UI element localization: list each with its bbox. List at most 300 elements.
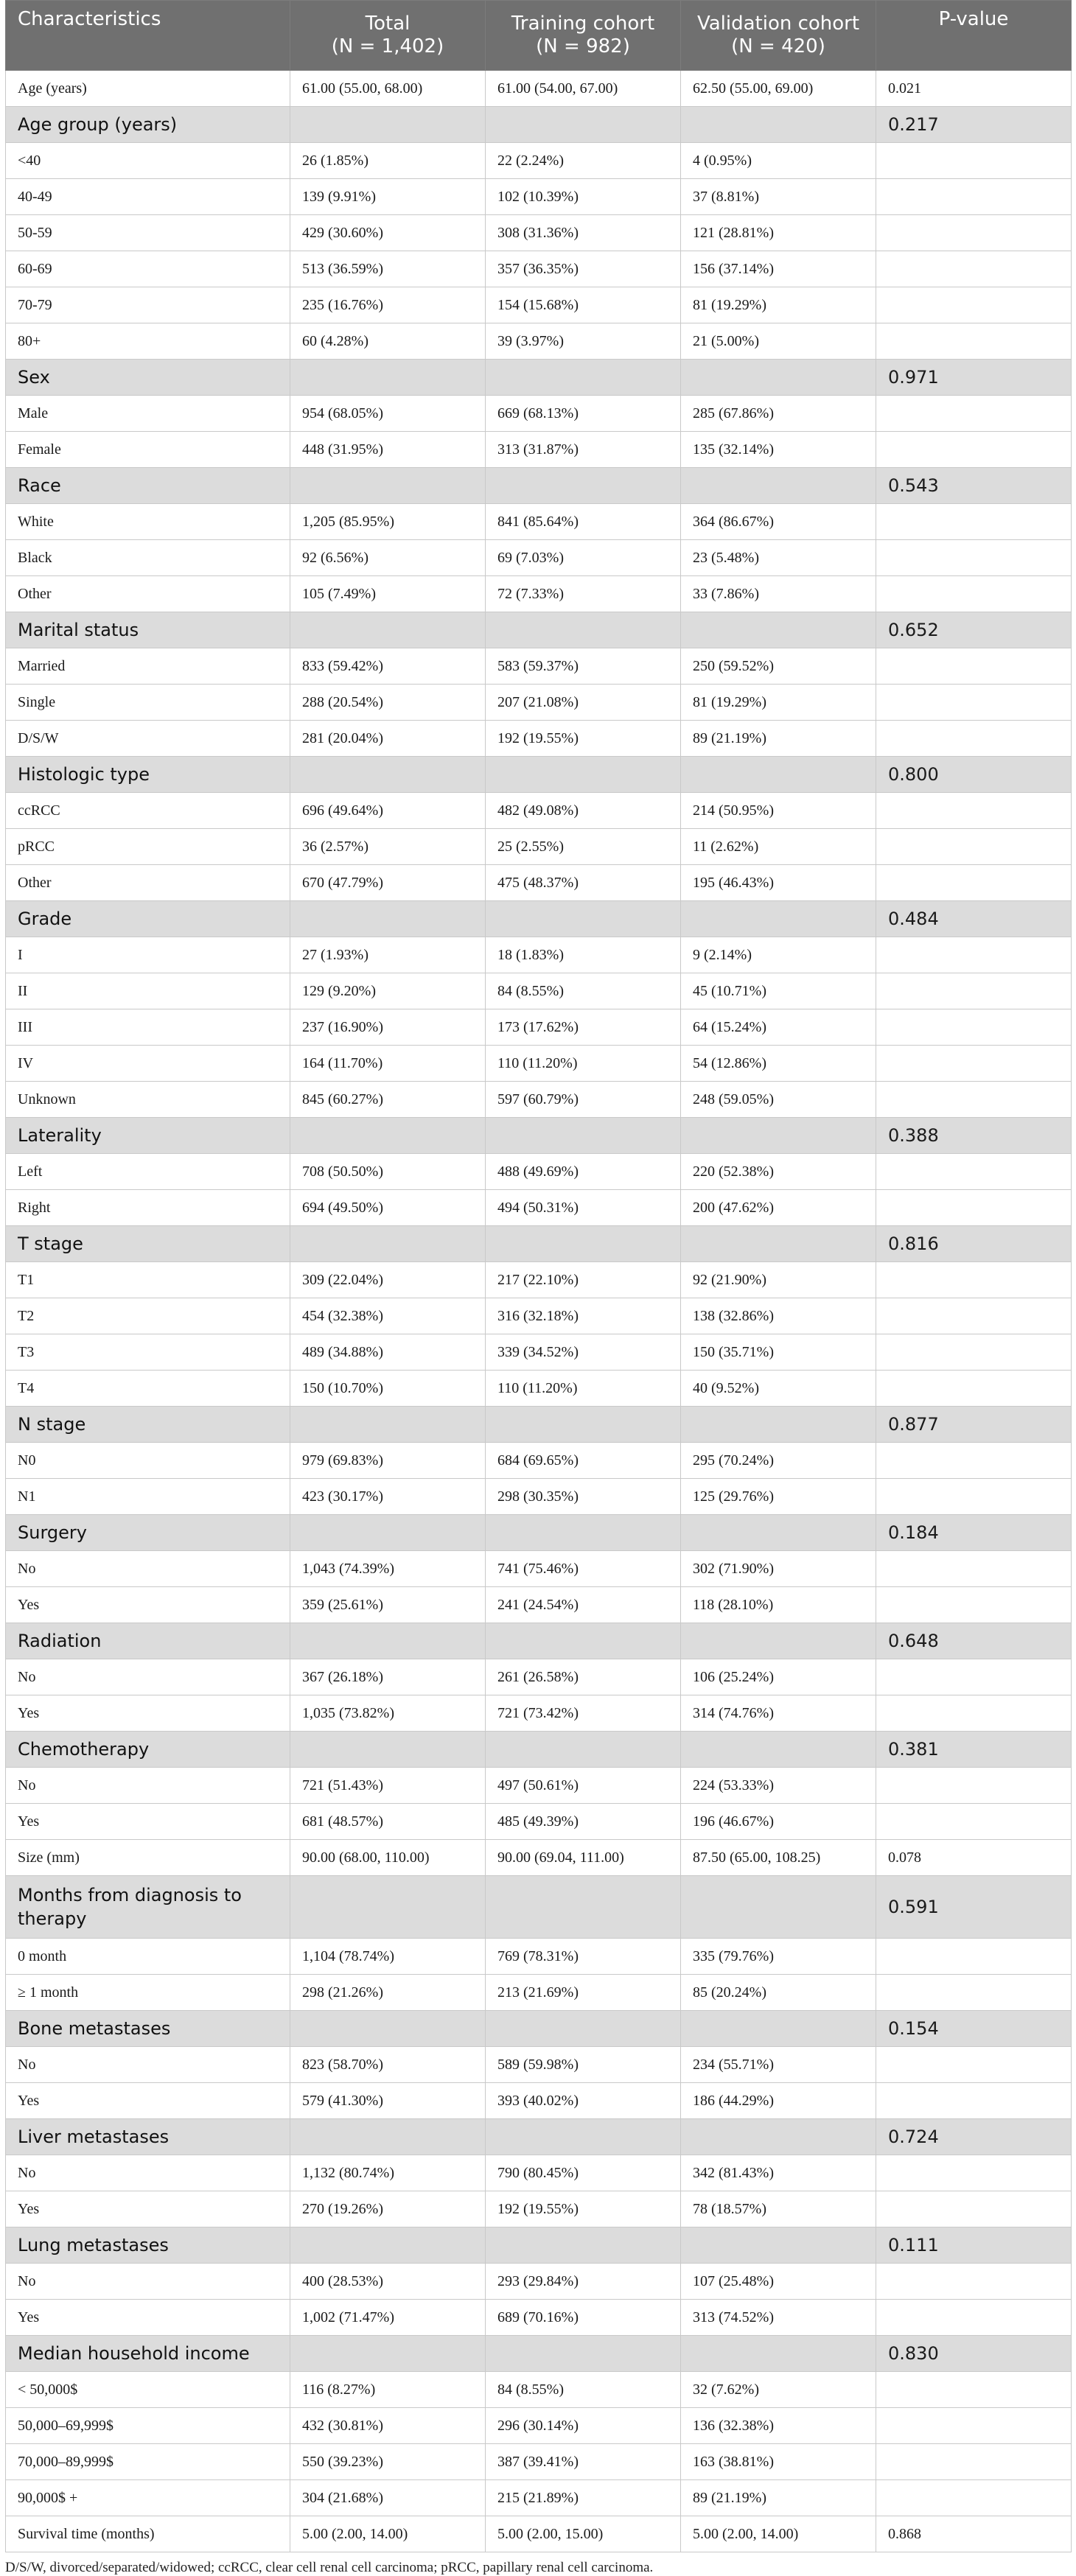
table-row	[6, 143, 1072, 179]
row-label: 60-69	[6, 251, 290, 287]
table-row	[6, 2047, 1072, 2083]
p-value-cell	[876, 1479, 1072, 1515]
group-header-row	[6, 2227, 1072, 2264]
group-header-row	[6, 1118, 1072, 1154]
training-cell	[486, 1623, 681, 1659]
table-footnote: D/S/W, divorced/separated/widowed; ccRCC, clear cell renal cell carcinoma; pRCC, papillary renal cell carcinoma.	[5, 2560, 654, 2575]
table-row	[6, 1695, 1072, 1732]
p-value-cell	[876, 1804, 1072, 1840]
table-row	[6, 2300, 1072, 2336]
table-row	[6, 540, 1072, 576]
header-validation	[681, 1, 876, 71]
row-label: IV	[6, 1046, 290, 1082]
training-cell: 84 (8.55%)	[486, 973, 681, 1009]
table-header	[6, 1, 1072, 71]
group-header-row	[6, 1876, 1072, 1939]
p-value-cell	[876, 2047, 1072, 2083]
p-value-cell: 0.078	[876, 1840, 1072, 1876]
table-row	[6, 432, 1072, 468]
total-cell: 309 (22.04%)	[290, 1262, 486, 1298]
p-value-cell	[876, 1551, 1072, 1587]
validation-cell: 64 (15.24%)	[681, 1009, 876, 1046]
group-header-row	[6, 757, 1072, 793]
group-label: Surgery	[6, 1515, 290, 1551]
header-training-line1: Training cohort	[511, 13, 655, 35]
validation-cell: 45 (10.71%)	[681, 973, 876, 1009]
total-cell: 116 (8.27%)	[290, 2372, 486, 2408]
validation-cell: 125 (29.76%)	[681, 1479, 876, 1515]
group-header-row	[6, 1515, 1072, 1551]
total-cell: 139 (9.91%)	[290, 179, 486, 215]
group-label: Laterality	[6, 1118, 290, 1154]
total-cell: 454 (32.38%)	[290, 1298, 486, 1334]
training-cell: 387 (39.41%)	[486, 2444, 681, 2480]
validation-cell: 81 (19.29%)	[681, 287, 876, 323]
total-cell: 429 (30.60%)	[290, 215, 486, 251]
total-cell: 696 (49.64%)	[290, 793, 486, 829]
validation-cell: 81 (19.29%)	[681, 685, 876, 721]
row-label: White	[6, 504, 290, 540]
p-value-cell	[876, 1695, 1072, 1732]
training-cell: 69 (7.03%)	[486, 540, 681, 576]
validation-cell	[681, 757, 876, 793]
p-value-cell	[876, 396, 1072, 432]
validation-cell: 54 (12.86%)	[681, 1046, 876, 1082]
p-value-cell	[876, 721, 1072, 757]
group-header-row	[6, 612, 1072, 648]
row-label: ccRCC	[6, 793, 290, 829]
total-cell: 298 (21.26%)	[290, 1975, 486, 2011]
p-value-cell: 0.021	[876, 71, 1072, 107]
row-label: pRCC	[6, 829, 290, 865]
validation-cell: 5.00 (2.00, 14.00)	[681, 2516, 876, 2552]
validation-cell: 224 (53.33%)	[681, 1768, 876, 1804]
group-header-row	[6, 107, 1072, 143]
row-label: No	[6, 1768, 290, 1804]
total-cell: 550 (39.23%)	[290, 2444, 486, 2480]
p-value-cell	[876, 1009, 1072, 1046]
table-row	[6, 1443, 1072, 1479]
training-cell: 769 (78.31%)	[486, 1939, 681, 1975]
row-label: No	[6, 2155, 290, 2191]
row-label: Single	[6, 685, 290, 721]
validation-cell: 92 (21.90%)	[681, 1262, 876, 1298]
validation-cell: 40 (9.52%)	[681, 1371, 876, 1407]
table-row	[6, 1298, 1072, 1334]
validation-cell: 89 (21.19%)	[681, 2480, 876, 2516]
header-pvalue	[876, 1, 1072, 71]
training-cell: 102 (10.39%)	[486, 179, 681, 215]
validation-cell: 9 (2.14%)	[681, 937, 876, 973]
row-label: No	[6, 2047, 290, 2083]
training-cell: 110 (11.20%)	[486, 1046, 681, 1082]
validation-cell: 150 (35.71%)	[681, 1334, 876, 1371]
row-label: 40-49	[6, 179, 290, 215]
table-row	[6, 1082, 1072, 1118]
total-cell: 1,205 (85.95%)	[290, 504, 486, 540]
p-value-cell	[876, 2155, 1072, 2191]
table-row	[6, 1262, 1072, 1298]
p-value-cell	[876, 2408, 1072, 2444]
row-label: Yes	[6, 2300, 290, 2336]
table-row	[6, 1479, 1072, 1515]
header-pvalue-text: P-value	[938, 8, 1009, 30]
p-value-cell: 0.830	[876, 2336, 1072, 2372]
validation-cell	[681, 1118, 876, 1154]
training-cell: 339 (34.52%)	[486, 1334, 681, 1371]
total-cell: 105 (7.49%)	[290, 576, 486, 612]
total-cell: 27 (1.93%)	[290, 937, 486, 973]
group-label: Lung metastases	[6, 2227, 290, 2264]
validation-cell	[681, 2011, 876, 2047]
training-cell	[486, 468, 681, 504]
p-value-cell	[876, 1768, 1072, 1804]
validation-cell: 234 (55.71%)	[681, 2047, 876, 2083]
row-label: No	[6, 2264, 290, 2300]
table-row	[6, 1587, 1072, 1623]
group-label: Bone metastases	[6, 2011, 290, 2047]
total-cell: 359 (25.61%)	[290, 1587, 486, 1623]
validation-cell	[681, 1407, 876, 1443]
row-label: No	[6, 1659, 290, 1695]
validation-cell: 186 (44.29%)	[681, 2083, 876, 2119]
row-label: Male	[6, 396, 290, 432]
total-cell: 432 (30.81%)	[290, 2408, 486, 2444]
table-row	[6, 1046, 1072, 1082]
validation-cell: 196 (46.67%)	[681, 1804, 876, 1840]
group-header-row	[6, 2011, 1072, 2047]
total-cell	[290, 1226, 486, 1262]
table-row	[6, 504, 1072, 540]
table-row	[6, 2408, 1072, 2444]
row-label: 50-59	[6, 215, 290, 251]
total-cell: 681 (48.57%)	[290, 1804, 486, 1840]
total-cell: 270 (19.26%)	[290, 2191, 486, 2227]
group-label: T stage	[6, 1226, 290, 1262]
row-label: Other	[6, 865, 290, 901]
total-cell: 26 (1.85%)	[290, 143, 486, 179]
validation-cell: 248 (59.05%)	[681, 1082, 876, 1118]
p-value-cell: 0.381	[876, 1732, 1072, 1768]
row-label: I	[6, 937, 290, 973]
p-value-cell	[876, 1587, 1072, 1623]
validation-cell: 78 (18.57%)	[681, 2191, 876, 2227]
training-cell	[486, 107, 681, 143]
training-cell: 721 (73.42%)	[486, 1695, 681, 1732]
table-row	[6, 2372, 1072, 2408]
validation-cell: 23 (5.48%)	[681, 540, 876, 576]
header-total-line1: Total	[365, 13, 411, 35]
table-row	[6, 1804, 1072, 1840]
row-label: T2	[6, 1298, 290, 1334]
p-value-cell	[876, 1082, 1072, 1118]
table-row	[6, 685, 1072, 721]
total-cell	[290, 468, 486, 504]
p-value-cell	[876, 251, 1072, 287]
row-label: T4	[6, 1371, 290, 1407]
table-row	[6, 2083, 1072, 2119]
training-cell: 357 (36.35%)	[486, 251, 681, 287]
table-row	[6, 2516, 1072, 2552]
table-row	[6, 2264, 1072, 2300]
group-label: Marital status	[6, 612, 290, 648]
row-label: T1	[6, 1262, 290, 1298]
total-cell	[290, 1876, 486, 1939]
table-row	[6, 576, 1072, 612]
training-cell	[486, 2227, 681, 2264]
training-cell: 494 (50.31%)	[486, 1190, 681, 1226]
table-row	[6, 1190, 1072, 1226]
p-value-cell: 0.652	[876, 612, 1072, 648]
total-cell: 489 (34.88%)	[290, 1334, 486, 1371]
p-value-cell: 0.388	[876, 1118, 1072, 1154]
training-cell: 485 (49.39%)	[486, 1804, 681, 1840]
row-label: III	[6, 1009, 290, 1046]
validation-cell: 364 (86.67%)	[681, 504, 876, 540]
group-label: N stage	[6, 1407, 290, 1443]
group-header-row	[6, 1407, 1072, 1443]
table-row	[6, 1009, 1072, 1046]
p-value-cell	[876, 1443, 1072, 1479]
total-cell: 1,035 (73.82%)	[290, 1695, 486, 1732]
row-label: Yes	[6, 1587, 290, 1623]
table-body	[6, 71, 1072, 2552]
training-cell: 296 (30.14%)	[486, 2408, 681, 2444]
row-label: 0 month	[6, 1939, 290, 1975]
table-row	[6, 1659, 1072, 1695]
table-row	[6, 71, 1072, 107]
p-value-cell	[876, 1939, 1072, 1975]
total-cell: 833 (59.42%)	[290, 648, 486, 685]
total-cell: 5.00 (2.00, 14.00)	[290, 2516, 486, 2552]
header-validation-line2: (N = 420)	[731, 35, 825, 57]
row-label: ≥ 1 month	[6, 1975, 290, 2011]
row-label: Black	[6, 540, 290, 576]
training-cell: 790 (80.45%)	[486, 2155, 681, 2191]
p-value-cell	[876, 829, 1072, 865]
training-cell: 261 (26.58%)	[486, 1659, 681, 1695]
validation-cell	[681, 612, 876, 648]
group-label: Race	[6, 468, 290, 504]
training-cell: 215 (21.89%)	[486, 2480, 681, 2516]
p-value-cell	[876, 865, 1072, 901]
validation-cell: 220 (52.38%)	[681, 1154, 876, 1190]
header-characteristics-text: Characteristics	[18, 8, 161, 30]
total-cell	[290, 107, 486, 143]
validation-cell: 85 (20.24%)	[681, 1975, 876, 2011]
training-cell: 5.00 (2.00, 15.00)	[486, 2516, 681, 2552]
header-total-line2: (N = 1,402)	[331, 35, 444, 57]
validation-cell: 295 (70.24%)	[681, 1443, 876, 1479]
row-label: < 50,000$	[6, 2372, 290, 2408]
training-cell: 61.00 (54.00, 67.00)	[486, 71, 681, 107]
training-cell: 475 (48.37%)	[486, 865, 681, 901]
training-cell: 482 (49.08%)	[486, 793, 681, 829]
p-value-cell	[876, 1975, 1072, 2011]
total-cell: 845 (60.27%)	[290, 1082, 486, 1118]
training-cell	[486, 2119, 681, 2155]
training-cell: 298 (30.35%)	[486, 1479, 681, 1515]
table-row	[6, 1154, 1072, 1190]
table-row	[6, 251, 1072, 287]
total-cell: 1,002 (71.47%)	[290, 2300, 486, 2336]
training-cell: 497 (50.61%)	[486, 1768, 681, 1804]
p-value-cell: 0.184	[876, 1515, 1072, 1551]
validation-cell	[681, 1515, 876, 1551]
group-header-row	[6, 1226, 1072, 1262]
validation-cell	[681, 107, 876, 143]
validation-cell: 285 (67.86%)	[681, 396, 876, 432]
validation-cell: 342 (81.43%)	[681, 2155, 876, 2191]
validation-cell: 4 (0.95%)	[681, 143, 876, 179]
training-cell: 217 (22.10%)	[486, 1262, 681, 1298]
training-cell: 308 (31.36%)	[486, 215, 681, 251]
table-row	[6, 396, 1072, 432]
training-cell: 488 (49.69%)	[486, 1154, 681, 1190]
training-cell: 18 (1.83%)	[486, 937, 681, 973]
total-cell: 237 (16.90%)	[290, 1009, 486, 1046]
total-cell	[290, 360, 486, 396]
training-cell	[486, 1515, 681, 1551]
p-value-cell: 0.591	[876, 1876, 1072, 1939]
validation-cell: 89 (21.19%)	[681, 721, 876, 757]
table-row	[6, 323, 1072, 360]
row-label: 90,000$ +	[6, 2480, 290, 2516]
row-label: Size (mm)	[6, 1840, 290, 1876]
total-cell: 150 (10.70%)	[290, 1371, 486, 1407]
p-value-cell	[876, 1334, 1072, 1371]
total-cell: 448 (31.95%)	[290, 432, 486, 468]
row-label: Yes	[6, 2083, 290, 2119]
p-value-cell	[876, 540, 1072, 576]
row-label: N0	[6, 1443, 290, 1479]
total-cell	[290, 1732, 486, 1768]
validation-cell: 195 (46.43%)	[681, 865, 876, 901]
row-label: 50,000–69,999$	[6, 2408, 290, 2444]
validation-cell: 138 (32.86%)	[681, 1298, 876, 1334]
validation-cell: 313 (74.52%)	[681, 2300, 876, 2336]
table-row	[6, 1975, 1072, 2011]
total-cell: 708 (50.50%)	[290, 1154, 486, 1190]
p-value-cell: 0.800	[876, 757, 1072, 793]
table-row	[6, 2191, 1072, 2227]
training-cell	[486, 1226, 681, 1262]
row-label: Other	[6, 576, 290, 612]
total-cell: 1,132 (80.74%)	[290, 2155, 486, 2191]
characteristics-table	[5, 0, 1072, 2552]
p-value-cell: 0.154	[876, 2011, 1072, 2047]
validation-cell	[681, 1226, 876, 1262]
total-cell	[290, 1623, 486, 1659]
p-value-cell	[876, 2191, 1072, 2227]
validation-cell	[681, 2336, 876, 2372]
p-value-cell	[876, 793, 1072, 829]
training-cell: 316 (32.18%)	[486, 1298, 681, 1334]
table-row	[6, 1371, 1072, 1407]
p-value-cell: 0.648	[876, 1623, 1072, 1659]
training-cell: 689 (70.16%)	[486, 2300, 681, 2336]
validation-cell: 87.50 (65.00, 108.25)	[681, 1840, 876, 1876]
p-value-cell	[876, 504, 1072, 540]
p-value-cell: 0.111	[876, 2227, 1072, 2264]
validation-cell: 118 (28.10%)	[681, 1587, 876, 1623]
group-label: Months from diagnosis to therapy	[6, 1876, 290, 1939]
training-cell: 110 (11.20%)	[486, 1371, 681, 1407]
header-total	[290, 1, 486, 71]
table-row	[6, 721, 1072, 757]
header-row	[6, 1, 1072, 71]
training-cell: 192 (19.55%)	[486, 721, 681, 757]
group-header-row	[6, 2119, 1072, 2155]
total-cell: 36 (2.57%)	[290, 829, 486, 865]
p-value-cell	[876, 1371, 1072, 1407]
validation-cell: 135 (32.14%)	[681, 432, 876, 468]
total-cell: 979 (69.83%)	[290, 1443, 486, 1479]
table-row	[6, 1334, 1072, 1371]
validation-cell: 250 (59.52%)	[681, 648, 876, 685]
table-row	[6, 973, 1072, 1009]
training-cell	[486, 612, 681, 648]
training-cell: 597 (60.79%)	[486, 1082, 681, 1118]
total-cell	[290, 757, 486, 793]
validation-cell: 11 (2.62%)	[681, 829, 876, 865]
p-value-cell	[876, 1659, 1072, 1695]
validation-cell	[681, 1732, 876, 1768]
training-cell	[486, 2336, 681, 2372]
row-label: 70,000–89,999$	[6, 2444, 290, 2480]
p-value-cell	[876, 2083, 1072, 2119]
validation-cell: 163 (38.81%)	[681, 2444, 876, 2480]
p-value-cell	[876, 1298, 1072, 1334]
p-value-cell: 0.543	[876, 468, 1072, 504]
table-row	[6, 793, 1072, 829]
total-cell	[290, 2336, 486, 2372]
p-value-cell	[876, 973, 1072, 1009]
total-cell: 1,104 (78.74%)	[290, 1939, 486, 1975]
total-cell: 1,043 (74.39%)	[290, 1551, 486, 1587]
row-label: 80+	[6, 323, 290, 360]
p-value-cell	[876, 685, 1072, 721]
group-header-row	[6, 1732, 1072, 1768]
training-cell	[486, 360, 681, 396]
validation-cell	[681, 1876, 876, 1939]
validation-cell	[681, 2227, 876, 2264]
group-label: Histologic type	[6, 757, 290, 793]
header-characteristics	[6, 1, 290, 71]
training-cell: 293 (29.84%)	[486, 2264, 681, 2300]
group-label: Sex	[6, 360, 290, 396]
group-label: Grade	[6, 901, 290, 937]
table-row	[6, 215, 1072, 251]
total-cell: 90.00 (68.00, 110.00)	[290, 1840, 486, 1876]
row-label: D/S/W	[6, 721, 290, 757]
p-value-cell	[876, 1046, 1072, 1082]
total-cell: 92 (6.56%)	[290, 540, 486, 576]
validation-cell	[681, 468, 876, 504]
training-cell: 841 (85.64%)	[486, 504, 681, 540]
training-cell: 39 (3.97%)	[486, 323, 681, 360]
validation-cell: 62.50 (55.00, 69.00)	[681, 71, 876, 107]
table-row	[6, 1939, 1072, 1975]
validation-cell: 156 (37.14%)	[681, 251, 876, 287]
header-training-line2: (N = 982)	[536, 35, 630, 57]
validation-cell	[681, 1623, 876, 1659]
table-row	[6, 179, 1072, 215]
group-header-row	[6, 1623, 1072, 1659]
training-cell: 313 (31.87%)	[486, 432, 681, 468]
p-value-cell	[876, 2300, 1072, 2336]
training-cell	[486, 2011, 681, 2047]
